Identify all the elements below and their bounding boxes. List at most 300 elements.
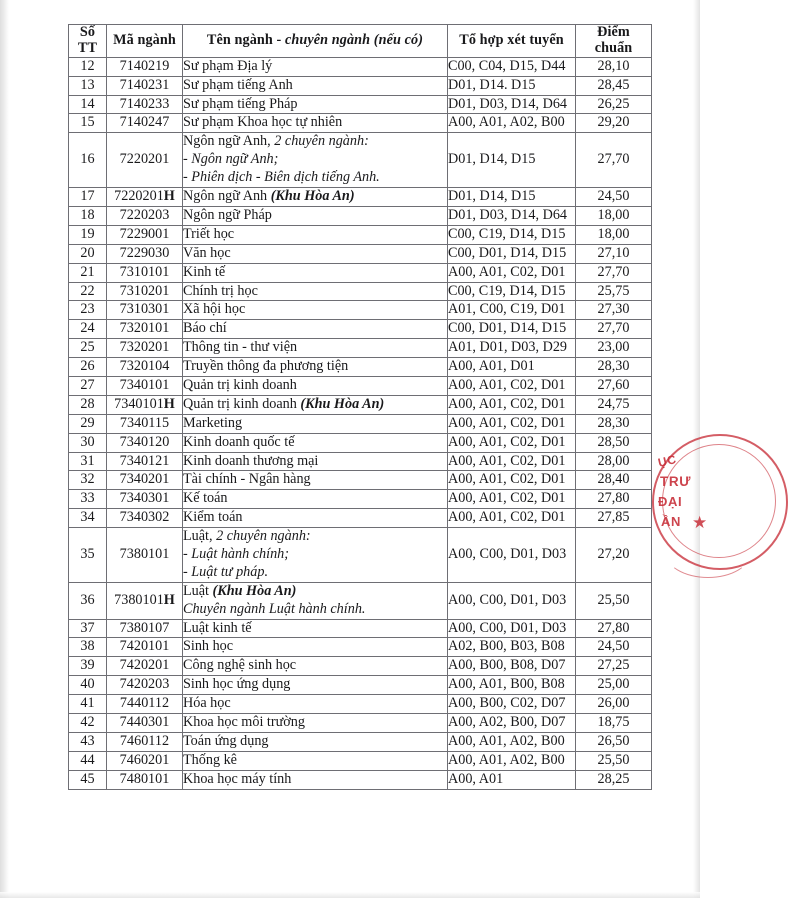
major-name-text: Luật [183,582,213,599]
cell-benchmark-score: 25,75 [576,282,652,301]
cell-benchmark-score: 28,10 [576,57,652,76]
major-name-text: Marketing [183,414,243,431]
major-name-lines [183,207,447,225]
cell-major-name [183,490,448,509]
seal-arc-lower [664,524,752,578]
table-row [69,638,652,657]
major-name-text: Quản trị kinh doanh [183,376,297,393]
cell-subject-combination: A00, A01 [448,770,576,789]
major-name-line [183,283,447,301]
cell-major-code [107,133,183,188]
major-code-value: 7340101 [119,376,170,393]
major-name-text: Chuyên ngành Luật hành chính. [183,600,366,617]
major-code-value: 7460112 [119,732,170,749]
cell-major-name [183,751,448,770]
column-header-stt-line1: Số [79,24,96,40]
cell-major-name [183,57,448,76]
cell-major-code [107,452,183,471]
major-name-text: Quản trị kinh doanh [183,395,301,412]
cell-stt: 25 [69,339,107,358]
cell-benchmark-score: 25,50 [576,751,652,770]
major-name-line [183,695,447,713]
major-name-lines [183,490,447,508]
seal-text-fragment-3: ĐẠI [658,494,683,509]
cell-subject-combination: A00, A01, C02, D01 [448,471,576,490]
major-code-suffix: H [163,395,175,412]
major-name-text: - Ngôn ngữ Anh; [183,151,279,168]
major-name-text: Báo chí [183,320,227,337]
cell-stt: 21 [69,263,107,282]
table-row [69,339,652,358]
cell-major-name [183,206,448,225]
table-row [69,582,652,619]
column-header-name-line1: Tên ngành - [206,31,285,48]
cell-major-code [107,57,183,76]
cell-subject-combination: C00, C19, D14, D15 [448,282,576,301]
cell-major-code [107,619,183,638]
cell-stt: 12 [69,57,107,76]
cell-benchmark-score: 27,70 [576,133,652,188]
seal-ring-outer [652,434,788,570]
major-name-text: Thống kê [183,751,237,768]
table-row [69,114,652,133]
major-name-line [183,151,447,169]
cell-major-code [107,528,183,583]
cell-major-name [183,695,448,714]
major-code-value: 7480101 [119,770,170,787]
major-name-lines [183,245,447,263]
cell-major-name [183,376,448,395]
cell-major-name [183,452,448,471]
major-name-lines [183,434,447,452]
table-row [69,206,652,225]
major-name-text: Toán ứng dụng [183,732,269,749]
major-name-line [183,620,447,638]
cell-subject-combination: A00, A01, C02, D01 [448,490,576,509]
cell-subject-combination: C00, D01, D14, D15 [448,320,576,339]
major-code-value: 7420201 [119,657,170,674]
cell-subject-combination: A00, A01, C02, D01 [448,376,576,395]
cell-major-name [183,657,448,676]
cell-benchmark-score: 28,40 [576,471,652,490]
cell-subject-combination: A00, A01, D01 [448,358,576,377]
cell-benchmark-score: 27,60 [576,376,652,395]
major-name-line [183,188,447,206]
cell-benchmark-score: 27,10 [576,244,652,263]
column-header-score-line2: chuẩn [594,39,633,56]
cell-major-code [107,320,183,339]
cell-benchmark-score: 27,85 [576,509,652,528]
cell-subject-combination: A00, A01, C02, D01 [448,452,576,471]
major-name-annotation: (Khu Hòa An) [270,188,355,205]
cell-major-name [183,339,448,358]
major-name-text: Công nghệ sinh học [183,657,297,674]
major-code-value: 7310201 [119,282,170,299]
cell-major-code [107,114,183,133]
major-name-text: Sư phạm tiếng Pháp [183,95,298,112]
cell-major-code [107,244,183,263]
cell-major-code [107,376,183,395]
table-row [69,619,652,638]
page-edge-shadow-right [693,0,700,898]
seal-text-fragment-2: TRƯ [660,474,691,489]
cell-benchmark-score: 27,20 [576,528,652,583]
cell-major-name [183,676,448,695]
major-name-lines [183,714,447,732]
cell-major-code [107,770,183,789]
major-name-lines [183,620,447,638]
cell-benchmark-score: 28,25 [576,770,652,789]
cell-major-code [107,490,183,509]
cell-subject-combination: A00, C00, D01, D03 [448,619,576,638]
cell-major-code [107,414,183,433]
cell-major-code [107,225,183,244]
cell-subject-combination: D01, D03, D14, D64 [448,95,576,114]
major-name-line [183,226,447,244]
table-row [69,732,652,751]
cell-major-code [107,433,183,452]
cell-major-name [183,638,448,657]
cell-benchmark-score: 18,75 [576,713,652,732]
cell-stt: 44 [69,751,107,770]
major-name-lines [183,283,447,301]
major-name-text: Triết học [183,225,235,242]
major-name-line [183,676,447,694]
major-name-line [183,114,447,132]
cell-subject-combination: D01, D03, D14, D64 [448,206,576,225]
cell-major-code [107,751,183,770]
major-name-text: Sư phạm tiếng Anh [183,76,293,93]
cell-major-code [107,95,183,114]
page-edge-shadow-left [0,0,9,898]
cell-stt: 41 [69,695,107,714]
table-row [69,263,652,282]
major-code-value: 7380101 [114,591,164,608]
major-name-text: Ngôn ngữ Pháp [183,206,272,223]
table-row [69,657,652,676]
major-code-value: 7380101 [119,545,170,562]
major-name-text: Truyền thông đa phương tiện [183,358,349,375]
major-name-line [183,58,447,76]
cell-benchmark-score: 28,30 [576,358,652,377]
major-name-lines [183,188,447,206]
major-code-value: 7420101 [119,638,170,655]
cell-major-name [183,509,448,528]
cell-stt: 39 [69,657,107,676]
page-edge-shadow-bottom [0,892,700,898]
major-name-line [183,396,447,414]
cell-benchmark-score: 18,00 [576,225,652,244]
cell-major-name [183,133,448,188]
major-name-lines [183,528,447,582]
major-code-value: 7340101 [114,395,164,412]
cell-benchmark-score: 28,45 [576,76,652,95]
seal-text-fragment-1: ỤC [656,452,678,470]
cell-benchmark-score: 28,50 [576,433,652,452]
table-row [69,770,652,789]
major-name-text: Sinh học ứng dụng [183,676,291,693]
cell-stt: 40 [69,676,107,695]
table-row [69,282,652,301]
cell-major-code [107,206,183,225]
seal-ring-inner [662,444,776,558]
major-name-line [183,169,447,187]
major-name-line [183,528,447,546]
cell-stt: 15 [69,114,107,133]
cell-stt: 42 [69,713,107,732]
major-name-line [183,509,447,527]
major-code-value: 7320104 [119,358,170,375]
cell-major-code [107,358,183,377]
cell-subject-combination: A01, D01, D03, D29 [448,339,576,358]
cell-stt: 22 [69,282,107,301]
major-code-value: 7340301 [119,490,170,507]
cell-benchmark-score: 24,50 [576,638,652,657]
cell-subject-combination: A00, A01, A02, B00 [448,732,576,751]
major-name-line [183,490,447,508]
cell-benchmark-score: 18,00 [576,206,652,225]
table-row [69,244,652,263]
major-code-value: 7220201 [114,188,164,205]
cell-benchmark-score: 25,00 [576,676,652,695]
major-name-line [183,320,447,338]
major-name-text: Kinh doanh thương mại [183,452,319,469]
major-code-value: 7229030 [119,244,170,261]
cell-major-name [183,225,448,244]
major-name-text: - Luật hành chính; [183,545,290,562]
major-code-value: 7440301 [119,713,170,730]
major-name-line [183,301,447,319]
cell-subject-combination: A00, C00, D01, D03 [448,528,576,583]
major-name-lines [183,133,447,187]
cell-stt: 37 [69,619,107,638]
cell-subject-combination: A00, A01, C02, D01 [448,414,576,433]
major-name-line [183,752,447,770]
seal-text-fragment-4: ẦN [661,514,681,529]
major-name-line [183,771,447,789]
cell-subject-combination: A00, B00, C02, D07 [448,695,576,714]
cell-stt: 24 [69,320,107,339]
major-name-text: Ngôn ngữ Anh [183,188,271,205]
major-name-lines [183,96,447,114]
major-name-line [183,601,447,619]
major-name-text: Tài chính - Ngân hàng [183,471,311,488]
table-row [69,376,652,395]
cell-stt: 32 [69,471,107,490]
major-name-text: Luật, [183,528,217,545]
major-name-lines [183,77,447,95]
table-row [69,528,652,583]
major-code-value: 7440112 [119,695,170,712]
major-name-text: Xã hội học [183,301,246,318]
cell-major-name [183,244,448,263]
major-name-lines [183,264,447,282]
cell-subject-combination: C00, C04, D15, D44 [448,57,576,76]
cell-stt: 28 [69,395,107,414]
cell-major-code [107,657,183,676]
cell-subject-combination: A00, B00, B08, D07 [448,657,576,676]
major-code-value: 7140247 [119,114,170,131]
cell-benchmark-score: 27,70 [576,320,652,339]
major-name-text: Thông tin - thư viện [183,339,298,356]
table-header [69,25,652,58]
cell-benchmark-score: 27,80 [576,490,652,509]
cell-benchmark-score: 23,00 [576,339,652,358]
major-name-lines [183,226,447,244]
major-code-value: 7310301 [119,301,170,318]
cell-stt: 45 [69,770,107,789]
major-name-lines [183,638,447,656]
major-name-annotation: 2 chuyên ngành: [274,133,369,150]
major-code-value: 7140233 [119,95,170,112]
major-name-line [183,339,447,357]
major-code-value: 7460201 [119,751,170,768]
cell-major-code [107,509,183,528]
major-name-text: Chính trị học [183,282,258,299]
cell-subject-combination: A00, A01, C02, D01 [448,263,576,282]
table-row [69,695,652,714]
cell-benchmark-score: 28,00 [576,452,652,471]
cell-major-name [183,471,448,490]
cell-major-code [107,713,183,732]
major-name-line [183,245,447,263]
cell-subject-combination: A00, A01, C02, D01 [448,395,576,414]
cell-subject-combination: D01, D14. D15 [448,76,576,95]
major-name-text: Sinh học [183,638,234,655]
cell-stt: 17 [69,188,107,207]
cell-major-name [183,582,448,619]
major-name-lines [183,396,447,414]
official-seal-stamp [648,428,756,578]
major-code-value: 7420203 [119,676,170,693]
major-code-suffix: H [163,591,175,608]
cell-benchmark-score: 27,30 [576,301,652,320]
cell-stt: 30 [69,433,107,452]
cell-major-name [183,263,448,282]
cell-major-code [107,732,183,751]
major-name-line [183,638,447,656]
major-code-value: 7140231 [119,76,170,93]
major-name-line [183,207,447,225]
table-row [69,490,652,509]
table-row [69,95,652,114]
major-code-value: 7380107 [119,619,170,636]
major-name-line [183,96,447,114]
major-name-lines [183,752,447,770]
table-row [69,509,652,528]
column-header-combo: Tổ hợp xét tuyển [448,25,576,58]
cell-stt: 16 [69,133,107,188]
major-code-value: 7229001 [119,225,170,242]
cell-stt: 19 [69,225,107,244]
major-name-line [183,415,447,433]
cell-major-name [183,358,448,377]
cell-major-name [183,320,448,339]
major-name-line [183,546,447,564]
major-name-text: Sư phạm Khoa học tự nhiên [183,114,343,131]
cell-stt: 26 [69,358,107,377]
cell-major-name [183,395,448,414]
cell-subject-combination: A00, C00, D01, D03 [448,582,576,619]
major-name-text: Văn học [183,244,231,261]
cell-major-name [183,619,448,638]
table-row [69,358,652,377]
table-row [69,471,652,490]
major-name-text: Ngôn ngữ Anh, [183,133,275,150]
major-name-line [183,377,447,395]
major-name-lines [183,320,447,338]
major-name-line [183,471,447,489]
cell-major-code [107,188,183,207]
major-code-value: 7320201 [119,339,170,356]
major-name-line [183,583,447,601]
cell-major-name [183,528,448,583]
table-row [69,452,652,471]
major-name-text: Khoa học môi trường [183,713,305,730]
major-code-value: 7340120 [119,433,170,450]
major-name-text: - Luật tư pháp. [183,563,268,580]
major-name-lines [183,114,447,132]
major-name-text: Sư phạm Địa lý [183,57,273,74]
major-name-lines [183,339,447,357]
major-name-line [183,133,447,151]
table-row [69,713,652,732]
major-code-value: 7310101 [119,263,170,280]
major-name-text: Luật kinh tế [183,619,252,636]
major-name-line [183,77,447,95]
column-header-name-line2: chuyên ngành (nếu có) [284,31,424,48]
cell-subject-combination: A00, A01, C02, D01 [448,509,576,528]
major-name-lines [183,771,447,789]
header-row [69,25,652,58]
cell-major-code [107,339,183,358]
cell-major-code [107,638,183,657]
column-header-stt [69,25,107,58]
cell-major-name [183,301,448,320]
major-code-value: 7340115 [119,414,170,431]
major-code-value: 7220201 [119,151,170,168]
major-name-line [183,714,447,732]
column-header-score [576,25,652,58]
table-row [69,301,652,320]
table-row [69,433,652,452]
table-row [69,57,652,76]
cell-stt: 38 [69,638,107,657]
cell-major-code [107,263,183,282]
table-row [69,76,652,95]
major-name-lines [183,583,447,619]
major-code-value: 7140219 [119,57,170,74]
cell-stt: 43 [69,732,107,751]
table-row [69,395,652,414]
major-name-lines [183,58,447,76]
column-header-stt-line2: TT [77,39,98,56]
cell-subject-combination: A00, A01, A02, B00 [448,114,576,133]
major-name-lines [183,676,447,694]
cell-stt: 23 [69,301,107,320]
cell-major-name [183,770,448,789]
major-name-line [183,453,447,471]
major-code-value: 7320101 [119,320,170,337]
major-name-lines [183,415,447,433]
cell-stt: 20 [69,244,107,263]
cell-major-name [183,713,448,732]
major-name-annotation: 2 chuyên ngành: [216,528,311,545]
cell-major-name [183,114,448,133]
cell-stt: 35 [69,528,107,583]
table-row [69,320,652,339]
cell-major-code [107,282,183,301]
